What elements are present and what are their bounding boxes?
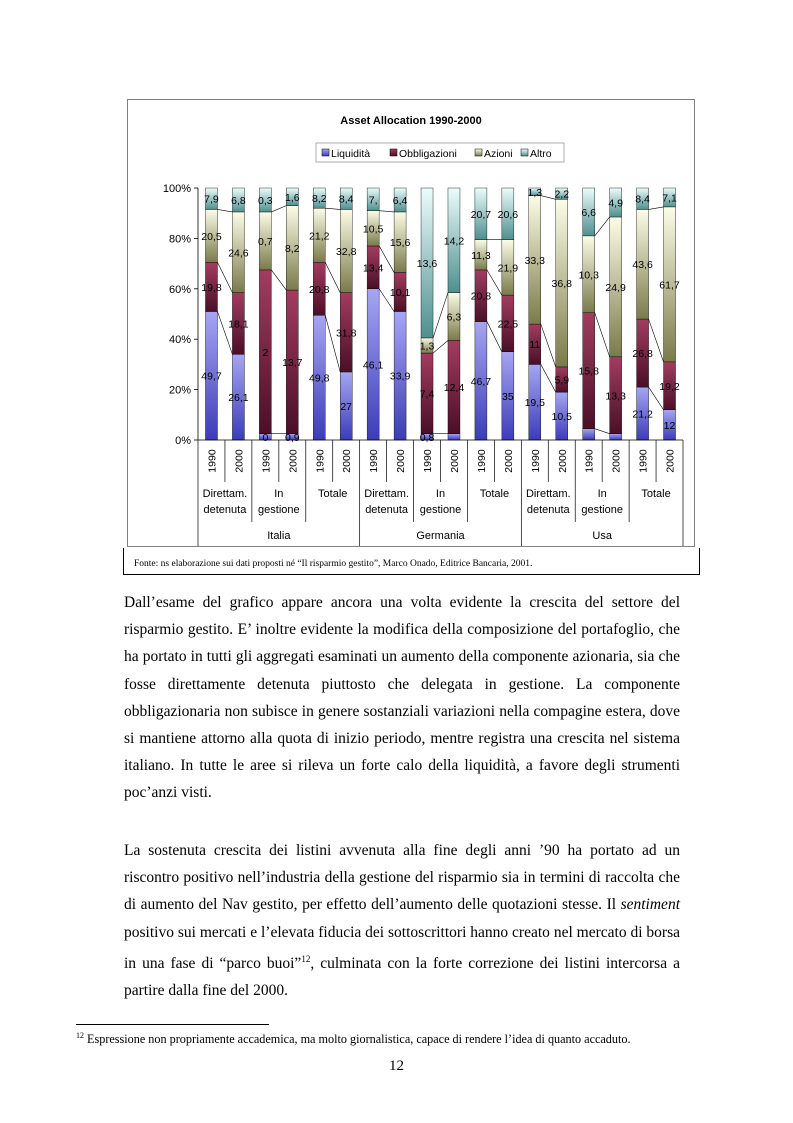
series-line-liquidita — [325, 315, 340, 372]
subgroup-label: Totale — [641, 488, 671, 500]
chart-title: Asset Allocation 1990-2000 — [340, 115, 482, 127]
data-label: 7,4 — [419, 388, 435, 401]
y-tick-label: 40% — [168, 334, 191, 347]
x-tick-label: 1990 — [368, 449, 381, 473]
bar-segment-liquidita — [583, 429, 595, 440]
data-label: 11 — [529, 339, 541, 352]
x-tick-label: 2000 — [502, 449, 515, 473]
data-label: 7,9 — [204, 193, 219, 206]
x-tick-label: 2000 — [341, 449, 354, 473]
legend-swatch-liquidita — [322, 149, 329, 156]
series-line-obbligazioni — [271, 270, 286, 290]
data-label: 21,2 — [632, 408, 653, 421]
data-label: 19,8 — [201, 281, 222, 294]
legend-label-azioni: Azioni — [484, 148, 513, 160]
data-label: 14,2 — [443, 235, 465, 248]
data-label: 2 — [262, 346, 269, 359]
data-label: 10,5 — [551, 411, 572, 424]
subgroup-label: detenuta — [203, 504, 247, 516]
data-label: 27 — [340, 400, 353, 413]
x-tick-label: 1990 — [260, 449, 273, 473]
x-tick-label: 1990 — [206, 449, 219, 473]
asset-allocation-chart — [128, 100, 694, 546]
data-label: 10,3 — [578, 269, 599, 282]
subgroup-label: gestione — [258, 504, 300, 516]
data-label: 19,5 — [524, 397, 546, 410]
data-label: 0,3 — [258, 194, 273, 207]
data-label: 20,5 — [201, 230, 222, 243]
source-note-box — [123, 548, 700, 575]
series-line-azioni — [595, 217, 610, 236]
x-tick-label: 2000 — [448, 449, 461, 473]
data-label: 18,1 — [228, 318, 249, 331]
footnote-reference[interactable]: 12 — [301, 953, 311, 964]
data-label: 1,6 — [285, 191, 300, 204]
data-label: 6,4 — [392, 194, 408, 207]
page-number: 12 — [389, 1058, 404, 1074]
data-label: 7, — [368, 194, 378, 207]
data-label: 8,4 — [635, 193, 650, 206]
data-label: 61,7 — [659, 279, 680, 292]
data-label: 6,8 — [231, 194, 246, 207]
series-line-azioni — [271, 206, 286, 212]
data-label: 20,6 — [497, 208, 519, 221]
subgroup-label: In — [274, 488, 284, 500]
bar-segment-liquidita — [610, 434, 622, 440]
data-label: 46,7 — [470, 375, 492, 388]
data-label: 15,8 — [578, 365, 599, 378]
legend-swatch-obbligazioni — [390, 149, 397, 156]
data-label: 22,5 — [497, 318, 519, 331]
y-tick-label: 100% — [162, 183, 191, 195]
sentiment-emphasis: sentiment — [620, 896, 680, 914]
paragraph-2-part2: positivo sui mercati e l’elevata fiducia dei sottoscrittori hanno creato nel mercato di borsa in una fase di “parco buoi” — [124, 923, 680, 972]
series-line-obbligazioni — [595, 313, 610, 357]
data-label: 26,8 — [632, 348, 653, 361]
footnote-text: Espressione non propriamente accademica, ma molto giornalistica, capace di rendere l’idea di quanto accaduto. — [84, 1032, 631, 1047]
paragraph-1-text: Dall’esame del grafico appare ancora una volta evidente la crescita del settore del risparmio gestito. E’ inoltre evidente la modifica della composizione del portafoglio, che ha portato in tutti gli aggregati esaminati un aumento della componente azionaria, sia che fosse direttamente detenuta piuttosto che delegata in gestione. La componente obbligazionaria non subisce in genere sostanziali variazioni nella compagine estera, dove si mantiene attorno alla quota di inizio periodo, mentre registra una crescita nel sistema italiano. In tutte le aree si rileva un forte calo della liquidità, a favore degli strumenti poc’anzi visti. — [124, 594, 680, 802]
chart-frame — [127, 99, 695, 547]
footnote — [76, 1031, 716, 1047]
data-label: 20,8 — [309, 283, 330, 296]
data-label: 13,6 — [416, 257, 438, 270]
data-label: 7,1 — [662, 192, 677, 205]
x-tick-label: 2000 — [556, 449, 569, 473]
data-label: 0,8 — [419, 431, 435, 444]
data-label: 21,9 — [497, 262, 519, 275]
subgroup-label: detenuta — [365, 504, 409, 516]
y-tick-label: 60% — [168, 283, 191, 296]
data-label: 31,8 — [335, 327, 357, 340]
series-line-azioni — [649, 207, 664, 210]
data-label: 8,2 — [311, 193, 327, 206]
legend-label-obbligazioni: Obbligazioni — [399, 148, 457, 160]
source-note: Fonte: ns elaborazione sui dati proposti né “Il risparmio gestito”, Marco Onado, Editrice Bancaria, 2001. — [134, 559, 533, 569]
data-label: 26,1 — [228, 392, 249, 405]
data-label: 4,9 — [608, 197, 623, 210]
data-label: 20,8 — [470, 290, 492, 303]
subgroup-label: Direttam. — [364, 488, 409, 500]
paragraph-2 — [124, 837, 680, 1004]
subgroup-label: detenuta — [526, 504, 570, 516]
data-label: 15,6 — [389, 237, 411, 250]
data-label: 0,9 — [285, 431, 300, 444]
data-label: 33,9 — [389, 370, 411, 383]
x-tick-label: 1990 — [422, 449, 435, 473]
x-tick-label: 1990 — [583, 449, 596, 473]
data-label: 11,3 — [471, 249, 491, 262]
legend-label-liquidita: Liquidità — [331, 148, 371, 160]
x-tick-label: 1990 — [637, 449, 650, 473]
plot-area — [163, 183, 683, 546]
data-label: 43,6 — [632, 259, 653, 272]
data-label: 21,2 — [309, 230, 330, 243]
x-tick-label: 2000 — [233, 449, 246, 473]
data-label: 24,9 — [605, 281, 626, 294]
data-label: 20,7 — [470, 208, 492, 221]
subgroup-label: Totale — [318, 488, 348, 500]
footnote-separator — [76, 1024, 269, 1025]
series-line-obbligazioni — [433, 340, 448, 353]
data-label: 5,9 — [554, 374, 570, 387]
group-label: Italia — [267, 530, 291, 542]
legend-swatch-azioni — [475, 149, 482, 156]
series-line-liquidita — [595, 429, 610, 434]
data-label: 24,6 — [228, 247, 249, 260]
data-label: 46,1 — [362, 359, 384, 372]
paragraph-2-part1: La sostenuta crescita dei listini avvenuta alla fine degli anni ’90 ha portato ad un riscontro positivo nell’industria della gestione del risparmio sia in termini di raccolta che di aumento del Nav gestito, per effetto dell’aumento delle quotazioni stesse. Il — [124, 842, 680, 914]
data-label: 8,4 — [338, 193, 354, 206]
x-tick-label: 2000 — [664, 449, 677, 473]
legend-swatch-altro — [521, 149, 528, 156]
chart-legend — [316, 143, 564, 162]
data-label: 1,3 — [527, 186, 543, 199]
x-tick-label: 2000 — [287, 449, 300, 473]
data-label: 6,6 — [581, 206, 596, 219]
subgroup-label: Direttam. — [202, 488, 248, 500]
data-label: 0,7 — [258, 235, 273, 248]
subgroup-label: gestione — [419, 504, 462, 516]
data-label: 6,3 — [446, 311, 462, 324]
data-label: 1,3 — [419, 340, 435, 353]
subgroup-label: Direttam. — [525, 488, 571, 500]
group-label: Germania — [416, 530, 465, 542]
x-tick-label: 2000 — [610, 449, 623, 473]
x-tick-label: 1990 — [529, 449, 542, 473]
data-label: 49,8 — [309, 372, 330, 385]
data-label: 13,3 — [605, 390, 626, 403]
y-tick-label: 0% — [175, 435, 191, 447]
x-tick-label: 2000 — [395, 449, 408, 473]
x-tick-label: 1990 — [475, 449, 488, 473]
data-label: 8,2 — [285, 242, 300, 255]
series-line-azioni — [217, 209, 232, 212]
data-label: 13,4 — [362, 262, 384, 275]
data-label: 36,8 — [551, 278, 572, 291]
y-tick-label: 20% — [168, 384, 191, 397]
data-label: 49,7 — [201, 370, 222, 383]
data-label: 10,1 — [389, 286, 411, 299]
x-tick-label: 1990 — [314, 449, 327, 473]
paragraph-1 — [124, 589, 680, 807]
data-label: 32,8 — [335, 246, 357, 258]
data-label: 12 — [663, 419, 676, 432]
paragraph-2-text — [124, 837, 680, 1004]
group-label: Usa — [592, 530, 612, 542]
data-label: 2,2 — [554, 188, 570, 201]
subgroup-label: In — [435, 488, 446, 500]
data-label: 35 — [502, 390, 514, 403]
data-label: 12,4 — [443, 382, 465, 395]
footnote-number: 12 — [76, 1031, 84, 1040]
subgroup-label: Totale — [479, 488, 510, 500]
data-label: 0 — [262, 431, 269, 444]
data-label: 13,7 — [282, 356, 303, 369]
subgroup-label: gestione — [581, 504, 623, 516]
series-line-azioni — [379, 211, 394, 212]
legend-label-altro: Altro — [530, 148, 552, 160]
subgroup-label: In — [597, 488, 607, 500]
bar-segment-liquidita — [448, 434, 460, 440]
data-label: 19,2 — [659, 380, 680, 393]
data-label: 33,3 — [524, 254, 546, 267]
series-line-obbligazioni — [541, 324, 556, 367]
y-tick-label: 80% — [168, 233, 191, 246]
series-line-azioni — [325, 208, 340, 209]
data-label: 10,5 — [362, 223, 384, 236]
paragraph-2-part3: , culminata con la forte correzione dei listini intercorsa a partire dalla fine del 2000. — [124, 954, 680, 1000]
